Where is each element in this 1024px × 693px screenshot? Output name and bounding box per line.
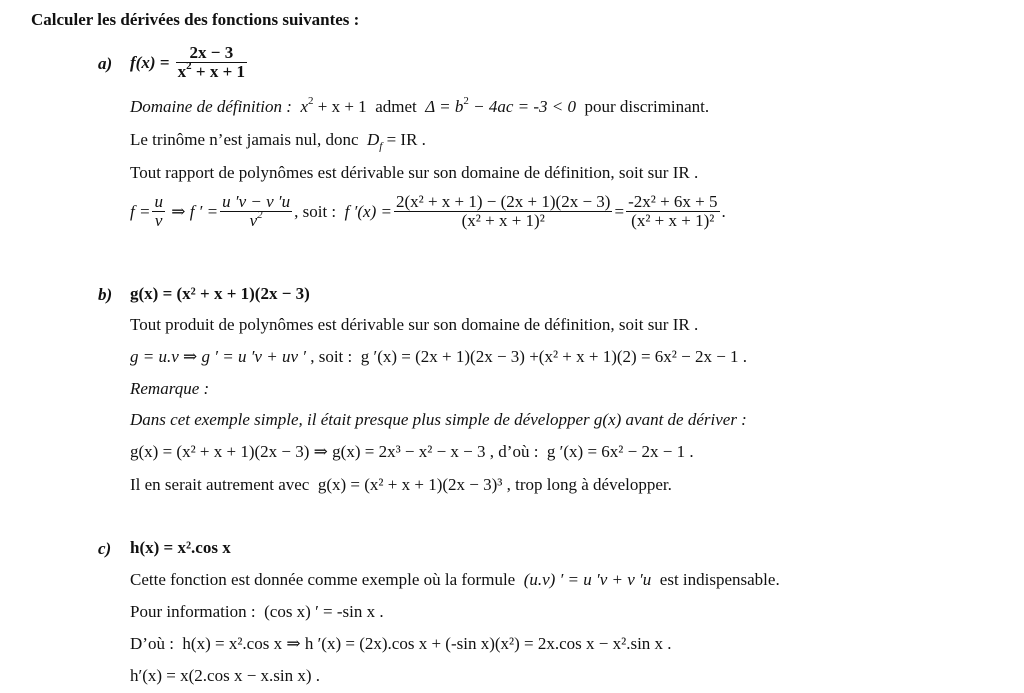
equals-sign: = — [614, 201, 625, 221]
domain-admet: admet — [375, 97, 417, 116]
domain-line: Domaine de définition : $x^2 + x + 1$ admet $\Delta = b^2 - 4ac = -3 < 0$ pour discriminant. — [130, 95, 710, 116]
quotient-rule — [220, 193, 292, 230]
fprime-den-1: (x² + x + 1)² — [461, 210, 545, 230]
u-num: u — [154, 192, 163, 211]
fprime-num-2: -2x² + 6x + 5 — [628, 192, 718, 211]
formule-math: (u.v) ′ = u ′v + v ′u — [523, 570, 652, 589]
fprime-den-2: (x² + x + 1)² — [631, 210, 715, 230]
fprime-fraction-1 — [394, 193, 613, 230]
f-name: f(x) = — [130, 52, 170, 72]
function-h-title: h(x) = x².cos x — [130, 538, 231, 557]
develop-result: g ′(x) = 6x² − 2x − 1 . — [546, 442, 694, 461]
derivative-g-line — [130, 348, 747, 365]
autrement-line — [130, 476, 672, 493]
trinome-D: D — [367, 130, 380, 149]
trinome-R: = IR . — [382, 130, 426, 149]
f-fraction — [176, 44, 247, 81]
formule-line — [130, 571, 780, 588]
information-line — [130, 603, 384, 620]
remarque-label: Remarque : — [130, 379, 210, 398]
delta-math: Δ = b — [425, 97, 464, 116]
autrement-math: g(x) = (x² + x + 1)(2x − 3)³ — [317, 475, 503, 494]
rapport-line: Tout rapport de polynômes est dérivable sur son domaine de définition, soit sur IR . — [130, 163, 699, 182]
trinome-text: Le trinôme n’est jamais nul, donc — [130, 130, 359, 149]
soit-label: , soit : — [294, 201, 337, 221]
delta-math-rest: − 4ac = -3 < 0 — [468, 97, 577, 116]
dou-h-line — [130, 635, 672, 652]
fprime-x: f ′(x) = — [344, 201, 392, 221]
function-g-title: g(x) = (x² + x + 1)(2x − 3) — [130, 284, 310, 303]
product-rule: g = u.v ⇒ g ′ = u ′v + uv ′ — [130, 347, 306, 366]
soit-label-b: , soit : — [310, 347, 353, 366]
page-title: Calculer les dérivées des fonctions suivantes : — [31, 10, 360, 29]
produit-line: Tout produit de polynômes est dérivable sur son domaine de définition, soit sur IR . — [130, 315, 699, 334]
implies-fprime: ⇒ f ′ = — [166, 201, 219, 221]
trinome-sub: f — [379, 140, 383, 153]
label-a: a) — [98, 54, 113, 73]
develop-line — [130, 443, 694, 460]
f-den-rest: + x + 1 — [191, 61, 246, 81]
quotient-den-v: v — [249, 210, 258, 230]
domain-math-rest: + x + 1 — [313, 97, 367, 116]
quotient-den: $v^2$ — [249, 209, 263, 230]
label-c: c) — [98, 539, 112, 558]
autrement-text: Il en serait autrement avec — [130, 475, 310, 494]
dou-h-label: D’où : — [130, 634, 174, 653]
hprime-final: h′(x) = x(2.cos x − x.sin x) . — [130, 666, 321, 685]
dou-label: , d’où : — [489, 442, 539, 461]
information-label: Pour information : — [130, 602, 256, 621]
formule-end: est indispensable. — [659, 570, 780, 589]
domain-label: Domaine de définition : — [130, 97, 292, 116]
fprime-end: . — [721, 201, 726, 221]
f-eq: f = — [130, 201, 151, 221]
develop-math: g(x) = (x² + x + 1)(2x − 3) ⇒ g(x) = 2x³ − x² − x − 3 — [130, 442, 486, 461]
autrement-end: , trop long à développer. — [506, 475, 672, 494]
hprime-math: h(x) = x².cos x ⇒ h ′(x) = (2x).cos x + (-sin x)(x²) = 2x.cos x − x².sin x . — [182, 634, 672, 653]
fprime-fraction-2 — [626, 193, 719, 230]
gprime-result: g ′(x) = (2x + 1)(2x − 3) +(x² + x + 1)(2) = 6x² − 2x − 1 . — [360, 347, 748, 366]
label-b: b) — [98, 285, 113, 304]
remarque-text: Dans cet exemple simple, il était presque plus simple de développer g(x) avant de dériver : — [130, 410, 747, 429]
u-over-v — [152, 193, 165, 230]
v-den: v — [154, 210, 163, 230]
fprime-num-1: 2(x² + x + 1) − (2x + 1)(2x − 3) — [395, 192, 611, 211]
information-math: (cos x) ′ = -sin x . — [264, 602, 384, 621]
domain-math-x: x — [300, 97, 308, 116]
domain-end: pour discriminant. — [584, 97, 710, 116]
formule-text: Cette fonction est donnée comme exemple où la formule — [130, 570, 516, 589]
f-numerator: 2x − 3 — [176, 44, 247, 63]
quotient-num: u ′v − v ′u — [222, 192, 291, 211]
function-f-definition — [130, 44, 249, 81]
derivative-f-line — [130, 193, 726, 230]
trinome-line — [130, 130, 426, 153]
f-denominator: $x^2 + x + 1$ — [177, 60, 246, 81]
f-den-x: x — [177, 61, 187, 81]
